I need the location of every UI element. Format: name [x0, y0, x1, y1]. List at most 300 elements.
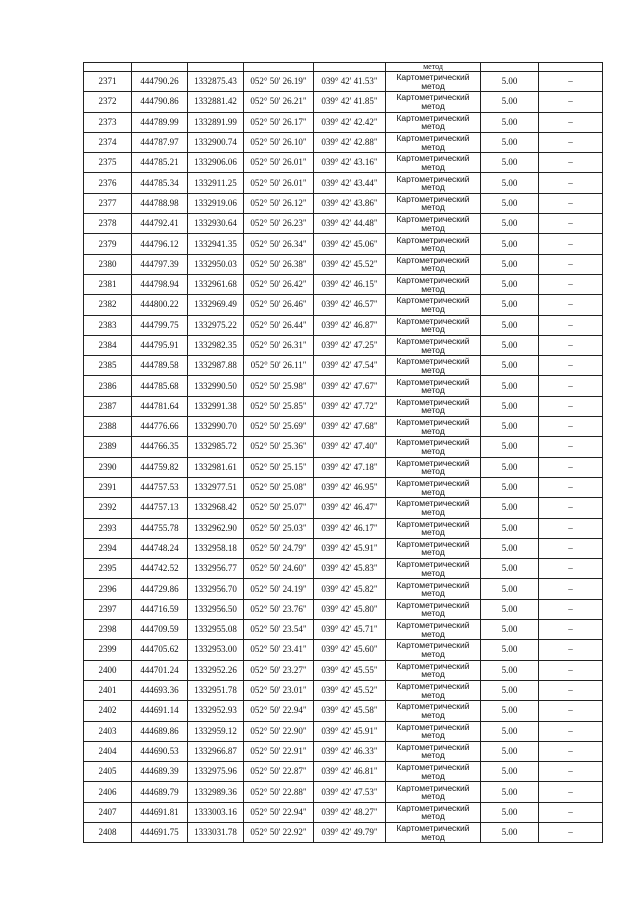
table-row — [84, 72, 603, 92]
x-coordinate-cell: 444790.86 — [132, 92, 188, 112]
accuracy-cell: 5.00 — [481, 498, 539, 518]
longitude-cell: 039° 42' 45.91" — [314, 538, 386, 558]
accuracy-cell: 5.00 — [481, 132, 539, 152]
x-coordinate-cell: 444748.24 — [132, 538, 188, 558]
longitude-cell: 039° 42' 45.91" — [314, 721, 386, 741]
method-cell — [386, 437, 481, 457]
note-cell: – — [539, 518, 603, 538]
table-row — [84, 599, 603, 619]
method-line-1: Картометрический — [396, 376, 470, 387]
carryover-cell — [539, 63, 603, 72]
x-coordinate-cell: 444701.24 — [132, 660, 188, 680]
method-line-2: метод — [421, 730, 445, 741]
table-row — [84, 153, 603, 173]
x-coordinate-cell: 444691.75 — [132, 822, 188, 842]
table-row — [84, 518, 603, 538]
method-line-1: Картометрический — [396, 701, 470, 712]
accuracy-cell: 5.00 — [481, 518, 539, 538]
longitude-cell: 039° 42' 47.67" — [314, 376, 386, 396]
x-coordinate-cell: 444788.98 — [132, 193, 188, 213]
method-cell — [386, 417, 481, 437]
accuracy-cell: 5.00 — [481, 92, 539, 112]
point-number-cell: 2406 — [84, 782, 132, 802]
longitude-cell: 039° 42' 42.42" — [314, 112, 386, 132]
method-cell — [386, 315, 481, 335]
method-line-2: метод — [421, 141, 445, 152]
table-row — [84, 477, 603, 497]
y-coordinate-cell: 1332911.25 — [188, 173, 244, 193]
point-number-cell: 2399 — [84, 640, 132, 660]
accuracy-cell: 5.00 — [481, 396, 539, 416]
method-line-1: Картометрический — [396, 762, 470, 773]
x-coordinate-cell: 444766.35 — [132, 437, 188, 457]
longitude-cell: 039° 42' 48.27" — [314, 802, 386, 822]
method-line-2: метод — [421, 811, 445, 822]
y-coordinate-cell: 1332956.77 — [188, 559, 244, 579]
method-line-2: метод — [421, 303, 445, 314]
latitude-cell: 052° 50' 26.21" — [244, 92, 314, 112]
note-cell: – — [539, 477, 603, 497]
y-coordinate-cell: 1332900.74 — [188, 132, 244, 152]
method-line-2: метод — [421, 648, 445, 659]
y-coordinate-cell: 1332951.78 — [188, 680, 244, 700]
note-cell: – — [539, 396, 603, 416]
point-number-cell: 2408 — [84, 822, 132, 842]
point-number-cell: 2394 — [84, 538, 132, 558]
note-cell: – — [539, 579, 603, 599]
x-coordinate-cell: 444799.75 — [132, 315, 188, 335]
y-coordinate-cell: 1332906.06 — [188, 153, 244, 173]
y-coordinate-cell: 1332990.50 — [188, 376, 244, 396]
accuracy-cell: 5.00 — [481, 640, 539, 660]
method-line-1: Картометрический — [396, 153, 470, 164]
latitude-cell: 052° 50' 26.38" — [244, 254, 314, 274]
accuracy-cell: 5.00 — [481, 538, 539, 558]
y-coordinate-cell: 1332881.42 — [188, 92, 244, 112]
table-row — [84, 295, 603, 315]
accuracy-cell: 5.00 — [481, 559, 539, 579]
longitude-cell: 039° 42' 46.33" — [314, 741, 386, 761]
x-coordinate-cell: 444759.82 — [132, 457, 188, 477]
point-number-cell: 2403 — [84, 721, 132, 741]
x-coordinate-cell: 444742.52 — [132, 559, 188, 579]
method-cell — [386, 640, 481, 660]
y-coordinate-cell: 1332950.03 — [188, 254, 244, 274]
longitude-cell: 039° 42' 41.53" — [314, 72, 386, 92]
point-number-cell: 2381 — [84, 274, 132, 294]
y-coordinate-cell: 1332989.36 — [188, 782, 244, 802]
longitude-cell: 039° 42' 45.58" — [314, 701, 386, 721]
table-row — [84, 762, 603, 782]
latitude-cell: 052° 50' 26.23" — [244, 214, 314, 234]
point-number-cell: 2393 — [84, 518, 132, 538]
note-cell: – — [539, 72, 603, 92]
note-cell: – — [539, 92, 603, 112]
latitude-cell: 052° 50' 26.11" — [244, 356, 314, 376]
method-line-1: Картометрический — [396, 599, 470, 610]
point-number-cell: 2380 — [84, 254, 132, 274]
note-cell: – — [539, 498, 603, 518]
method-cell — [386, 680, 481, 700]
method-line-1: Картометрический — [396, 721, 470, 732]
table-row — [84, 741, 603, 761]
method-line-2: метод — [421, 324, 445, 335]
note-cell: – — [539, 376, 603, 396]
method-line-2: метод — [421, 588, 445, 599]
table-row — [84, 660, 603, 680]
carryover-method-cell: метод — [386, 63, 481, 72]
method-line-1: Картометрический — [396, 802, 470, 813]
method-line-2: метод — [421, 344, 445, 355]
method-line-1: Картометрический — [396, 92, 470, 103]
carryover-cell — [84, 63, 132, 72]
table-row — [84, 173, 603, 193]
method-line-1: Картометрический — [396, 193, 470, 204]
method-cell — [386, 72, 481, 92]
accuracy-cell: 5.00 — [481, 173, 539, 193]
latitude-cell: 052° 50' 22.87" — [244, 762, 314, 782]
method-cell — [386, 518, 481, 538]
x-coordinate-cell: 444785.34 — [132, 173, 188, 193]
method-line-1: Картометрический — [396, 782, 470, 793]
point-number-cell: 2401 — [84, 680, 132, 700]
method-cell — [386, 741, 481, 761]
y-coordinate-cell: 1332969.49 — [188, 295, 244, 315]
method-cell — [386, 498, 481, 518]
longitude-cell: 039° 42' 43.86" — [314, 193, 386, 213]
method-cell — [386, 802, 481, 822]
x-coordinate-cell: 444789.58 — [132, 356, 188, 376]
accuracy-cell: 5.00 — [481, 153, 539, 173]
latitude-cell: 052° 50' 22.90" — [244, 721, 314, 741]
method-line-2: метод — [421, 405, 445, 416]
method-cell — [386, 335, 481, 355]
table-row — [84, 457, 603, 477]
x-coordinate-cell: 444795.91 — [132, 335, 188, 355]
longitude-cell: 039° 42' 45.60" — [314, 640, 386, 660]
method-line-1: Картометрический — [396, 234, 470, 245]
table-row — [84, 132, 603, 152]
method-line-2: метод — [421, 385, 445, 396]
method-line-2: метод — [421, 527, 445, 538]
latitude-cell: 052° 50' 26.31" — [244, 335, 314, 355]
y-coordinate-cell: 1332955.08 — [188, 620, 244, 640]
point-number-cell: 2382 — [84, 295, 132, 315]
method-line-2: метод — [421, 486, 445, 497]
method-cell — [386, 599, 481, 619]
y-coordinate-cell: 1333031.78 — [188, 822, 244, 842]
note-cell: – — [539, 153, 603, 173]
method-line-1: Картометрический — [396, 640, 470, 651]
x-coordinate-cell: 444716.59 — [132, 599, 188, 619]
x-coordinate-cell: 444709.59 — [132, 620, 188, 640]
x-coordinate-cell: 444689.39 — [132, 762, 188, 782]
carryover-cell — [132, 63, 188, 72]
table-row — [84, 274, 603, 294]
x-coordinate-cell: 444800.22 — [132, 295, 188, 315]
note-cell: – — [539, 599, 603, 619]
note-cell: – — [539, 335, 603, 355]
y-coordinate-cell: 1332959.12 — [188, 721, 244, 741]
accuracy-cell: 5.00 — [481, 599, 539, 619]
y-coordinate-cell: 1332968.42 — [188, 498, 244, 518]
method-line-2: метод — [421, 121, 445, 132]
method-line-2: метод — [421, 547, 445, 558]
accuracy-cell: 5.00 — [481, 660, 539, 680]
table-row — [84, 721, 603, 741]
accuracy-cell: 5.00 — [481, 477, 539, 497]
table-row — [84, 92, 603, 112]
point-number-cell: 2389 — [84, 437, 132, 457]
method-cell — [386, 822, 481, 842]
method-line-1: Картометрический — [396, 457, 470, 468]
longitude-cell: 039° 42' 46.81" — [314, 762, 386, 782]
x-coordinate-cell: 444787.97 — [132, 132, 188, 152]
point-number-cell: 2386 — [84, 376, 132, 396]
point-number-cell: 2379 — [84, 234, 132, 254]
x-coordinate-cell: 444757.53 — [132, 477, 188, 497]
note-cell: – — [539, 193, 603, 213]
method-line-1: Картометрический — [396, 478, 470, 489]
accuracy-cell: 5.00 — [481, 579, 539, 599]
method-line-2: метод — [421, 364, 445, 375]
accuracy-cell: 5.00 — [481, 721, 539, 741]
longitude-cell: 039° 42' 45.52" — [314, 680, 386, 700]
longitude-cell: 039° 42' 45.71" — [314, 620, 386, 640]
method-cell — [386, 295, 481, 315]
latitude-cell: 052° 50' 25.15" — [244, 457, 314, 477]
method-line-1: Картометрический — [396, 538, 470, 549]
note-cell: – — [539, 640, 603, 660]
point-number-cell: 2404 — [84, 741, 132, 761]
method-line-2: метод — [421, 182, 445, 193]
longitude-cell: 039° 42' 41.85" — [314, 92, 386, 112]
longitude-cell: 039° 42' 46.17" — [314, 518, 386, 538]
method-line-2: метод — [421, 243, 445, 254]
longitude-cell: 039° 42' 47.18" — [314, 457, 386, 477]
longitude-cell: 039° 42' 43.44" — [314, 173, 386, 193]
method-cell — [386, 721, 481, 741]
y-coordinate-cell: 1332975.96 — [188, 762, 244, 782]
method-cell — [386, 234, 481, 254]
method-cell — [386, 477, 481, 497]
table-row — [84, 620, 603, 640]
method-cell — [386, 538, 481, 558]
latitude-cell: 052° 50' 23.27" — [244, 660, 314, 680]
method-line-1: Картометрический — [396, 741, 470, 752]
x-coordinate-cell: 444796.12 — [132, 234, 188, 254]
latitude-cell: 052° 50' 26.01" — [244, 153, 314, 173]
accuracy-cell: 5.00 — [481, 214, 539, 234]
accuracy-cell: 5.00 — [481, 802, 539, 822]
method-line-1: Картометрический — [396, 518, 470, 529]
note-cell: – — [539, 132, 603, 152]
method-cell — [386, 254, 481, 274]
point-number-cell: 2398 — [84, 620, 132, 640]
longitude-cell: 039° 42' 47.25" — [314, 335, 386, 355]
longitude-cell: 039° 42' 45.55" — [314, 660, 386, 680]
point-number-cell: 2377 — [84, 193, 132, 213]
y-coordinate-cell: 1332982.35 — [188, 335, 244, 355]
accuracy-cell: 5.00 — [481, 782, 539, 802]
method-line-1: Картометрический — [396, 356, 470, 367]
longitude-cell: 039° 42' 44.48" — [314, 214, 386, 234]
note-cell: – — [539, 802, 603, 822]
method-cell — [386, 457, 481, 477]
latitude-cell: 052° 50' 23.41" — [244, 640, 314, 660]
table-row — [84, 396, 603, 416]
method-cell — [386, 356, 481, 376]
x-coordinate-cell: 444785.68 — [132, 376, 188, 396]
x-coordinate-cell: 444693.36 — [132, 680, 188, 700]
carryover-cell — [244, 63, 314, 72]
point-number-cell: 2400 — [84, 660, 132, 680]
method-line-1: Картометрический — [396, 214, 470, 225]
accuracy-cell: 5.00 — [481, 274, 539, 294]
table-row — [84, 802, 603, 822]
point-number-cell: 2383 — [84, 315, 132, 335]
x-coordinate-cell: 444781.64 — [132, 396, 188, 416]
table-row — [84, 417, 603, 437]
latitude-cell: 052° 50' 26.46" — [244, 295, 314, 315]
accuracy-cell: 5.00 — [481, 762, 539, 782]
method-line-2: метод — [421, 425, 445, 436]
accuracy-cell: 5.00 — [481, 620, 539, 640]
latitude-cell: 052° 50' 26.19" — [244, 72, 314, 92]
y-coordinate-cell: 1332975.22 — [188, 315, 244, 335]
y-coordinate-cell: 1332919.06 — [188, 193, 244, 213]
method-line-1: Картометрический — [396, 681, 470, 692]
method-line-2: метод — [421, 689, 445, 700]
method-cell — [386, 396, 481, 416]
point-number-cell: 2391 — [84, 477, 132, 497]
method-cell — [386, 762, 481, 782]
accuracy-cell: 5.00 — [481, 112, 539, 132]
latitude-cell: 052° 50' 26.10" — [244, 132, 314, 152]
x-coordinate-cell: 444790.26 — [132, 72, 188, 92]
point-number-cell: 2407 — [84, 802, 132, 822]
accuracy-cell: 5.00 — [481, 335, 539, 355]
latitude-cell: 052° 50' 22.88" — [244, 782, 314, 802]
note-cell: – — [539, 822, 603, 842]
x-coordinate-cell: 444689.79 — [132, 782, 188, 802]
note-cell: – — [539, 782, 603, 802]
method-line-1: Картометрический — [396, 437, 470, 448]
longitude-cell: 039° 42' 47.53" — [314, 782, 386, 802]
latitude-cell: 052° 50' 23.01" — [244, 680, 314, 700]
note-cell: – — [539, 437, 603, 457]
latitude-cell: 052° 50' 25.36" — [244, 437, 314, 457]
table-row — [84, 254, 603, 274]
point-number-cell: 2374 — [84, 132, 132, 152]
longitude-cell: 039° 42' 46.87" — [314, 315, 386, 335]
accuracy-cell: 5.00 — [481, 356, 539, 376]
method-line-1: Картометрический — [396, 396, 470, 407]
point-number-cell: 2373 — [84, 112, 132, 132]
x-coordinate-cell: 444691.81 — [132, 802, 188, 822]
x-coordinate-cell: 444729.86 — [132, 579, 188, 599]
carryover-row — [84, 63, 603, 72]
x-coordinate-cell: 444755.78 — [132, 518, 188, 538]
longitude-cell: 039° 42' 49.79" — [314, 822, 386, 842]
point-number-cell: 2405 — [84, 762, 132, 782]
method-line-2: метод — [421, 608, 445, 619]
method-line-2: метод — [421, 80, 445, 91]
y-coordinate-cell: 1332981.61 — [188, 457, 244, 477]
method-line-1: Картометрический — [396, 559, 470, 570]
y-coordinate-cell: 1332987.88 — [188, 356, 244, 376]
note-cell: – — [539, 721, 603, 741]
longitude-cell: 039° 42' 45.80" — [314, 599, 386, 619]
latitude-cell: 052° 50' 25.03" — [244, 518, 314, 538]
x-coordinate-cell: 444789.99 — [132, 112, 188, 132]
latitude-cell: 052° 50' 22.94" — [244, 802, 314, 822]
x-coordinate-cell: 444689.86 — [132, 721, 188, 741]
note-cell: – — [539, 741, 603, 761]
method-line-1: Картометрический — [396, 417, 470, 428]
latitude-cell: 052° 50' 26.42" — [244, 274, 314, 294]
y-coordinate-cell: 1332985.72 — [188, 437, 244, 457]
accuracy-cell: 5.00 — [481, 437, 539, 457]
carryover-cell — [314, 63, 386, 72]
latitude-cell: 052° 50' 26.44" — [244, 315, 314, 335]
accuracy-cell: 5.00 — [481, 741, 539, 761]
x-coordinate-cell: 444797.39 — [132, 254, 188, 274]
accuracy-cell: 5.00 — [481, 822, 539, 842]
method-line-2: метод — [421, 770, 445, 781]
note-cell: – — [539, 214, 603, 234]
point-number-cell: 2396 — [84, 579, 132, 599]
method-cell — [386, 92, 481, 112]
latitude-cell: 052° 50' 22.94" — [244, 701, 314, 721]
longitude-cell: 039° 42' 47.40" — [314, 437, 386, 457]
table-row — [84, 579, 603, 599]
table-row — [84, 559, 603, 579]
method-line-1: Картометрический — [396, 498, 470, 509]
method-cell — [386, 579, 481, 599]
x-coordinate-cell: 444691.14 — [132, 701, 188, 721]
method-cell — [386, 701, 481, 721]
accuracy-cell: 5.00 — [481, 193, 539, 213]
y-coordinate-cell: 1332962.90 — [188, 518, 244, 538]
point-number-cell: 2390 — [84, 457, 132, 477]
method-cell — [386, 173, 481, 193]
latitude-cell: 052° 50' 22.91" — [244, 741, 314, 761]
y-coordinate-cell: 1332961.68 — [188, 274, 244, 294]
latitude-cell: 052° 50' 24.79" — [244, 538, 314, 558]
accuracy-cell: 5.00 — [481, 72, 539, 92]
accuracy-cell: 5.00 — [481, 417, 539, 437]
longitude-cell: 039° 42' 46.95" — [314, 477, 386, 497]
longitude-cell: 039° 42' 46.15" — [314, 274, 386, 294]
method-cell — [386, 153, 481, 173]
y-coordinate-cell: 1332990.70 — [188, 417, 244, 437]
accuracy-cell: 5.00 — [481, 315, 539, 335]
table-row — [84, 335, 603, 355]
point-number-cell: 2395 — [84, 559, 132, 579]
x-coordinate-cell: 444705.62 — [132, 640, 188, 660]
method-line-2: метод — [421, 161, 445, 172]
table-row — [84, 356, 603, 376]
accuracy-cell: 5.00 — [481, 680, 539, 700]
y-coordinate-cell: 1332966.87 — [188, 741, 244, 761]
y-coordinate-cell: 1332952.26 — [188, 660, 244, 680]
method-line-2: метод — [421, 709, 445, 720]
longitude-cell: 039° 42' 47.54" — [314, 356, 386, 376]
longitude-cell: 039° 42' 43.16" — [314, 153, 386, 173]
longitude-cell: 039° 42' 45.82" — [314, 579, 386, 599]
point-number-cell: 2402 — [84, 701, 132, 721]
